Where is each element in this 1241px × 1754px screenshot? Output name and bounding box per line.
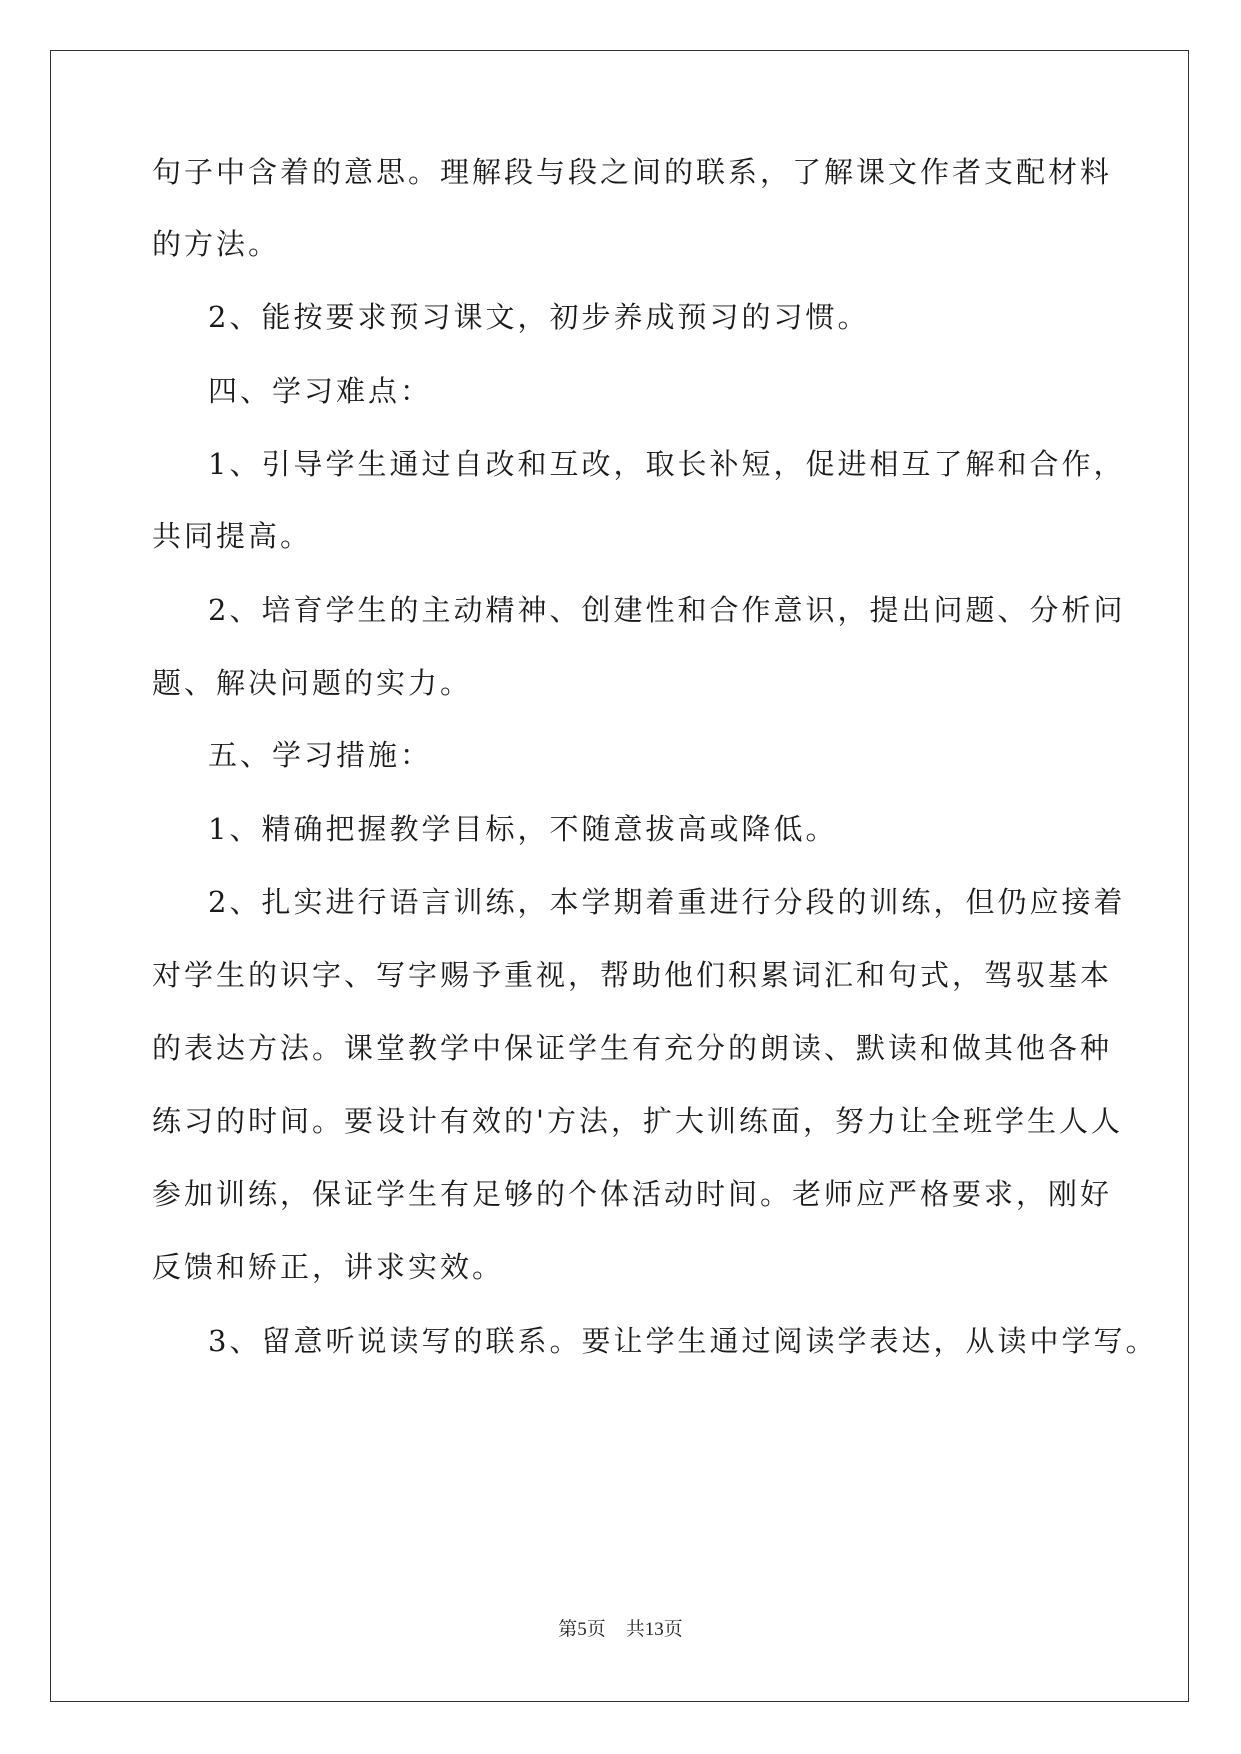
text-line: 参加训练，保证学生有足够的个体活动时间。老师应严格要求，刚好 [152,1177,1113,1211]
text-line: 句子中含着的意思。理解段与段之间的联系，了解课文作者支配材料 [152,155,1113,189]
text-line: 题、解决问题的实力。 [152,666,473,700]
text-line: 2、能按要求预习课文，初步养成预习的习惯。 [208,300,870,334]
text-line: 共同提高。 [152,519,313,553]
text-line: 2、培育学生的主动精神、创建性和合作意识，提出问题、分析问 [208,593,1126,627]
section-heading: 五、学习措施： [208,738,433,772]
text-line: 反馈和矫正，讲求实效。 [152,1250,505,1284]
text-line: 3、留意听说读写的联系。要让学生通过阅读学表达，从读中学写。 [208,1324,1158,1358]
text-line: 2、扎实进行语言训练，本学期着重进行分段的训练，但仍应接着 [208,885,1126,919]
page-number: 第5页 [558,1619,606,1640]
text-line: 对学生的识字、写字赐予重视，帮助他们积累词汇和句式，驾驭基本 [152,958,1113,992]
page-footer [0,1614,1241,1641]
text-line: 的表达方法。课堂教学中保证学生有充分的朗读、默读和做其他各种 [152,1031,1113,1065]
text-line: 1、引导学生通过自改和互改，取长补短，促进相互了解和合作， [208,447,1126,481]
section-heading: 四、学习难点： [208,374,433,408]
text-line: 的方法。 [152,227,281,261]
text-line: 1、精确把握教学目标，不随意拔高或降低。 [208,812,838,846]
page-count: 共13页 [625,1619,683,1640]
text-line: 练习的时间。要设计有效的'方法，扩大训练面，努力让全班学生人人 [152,1104,1123,1138]
